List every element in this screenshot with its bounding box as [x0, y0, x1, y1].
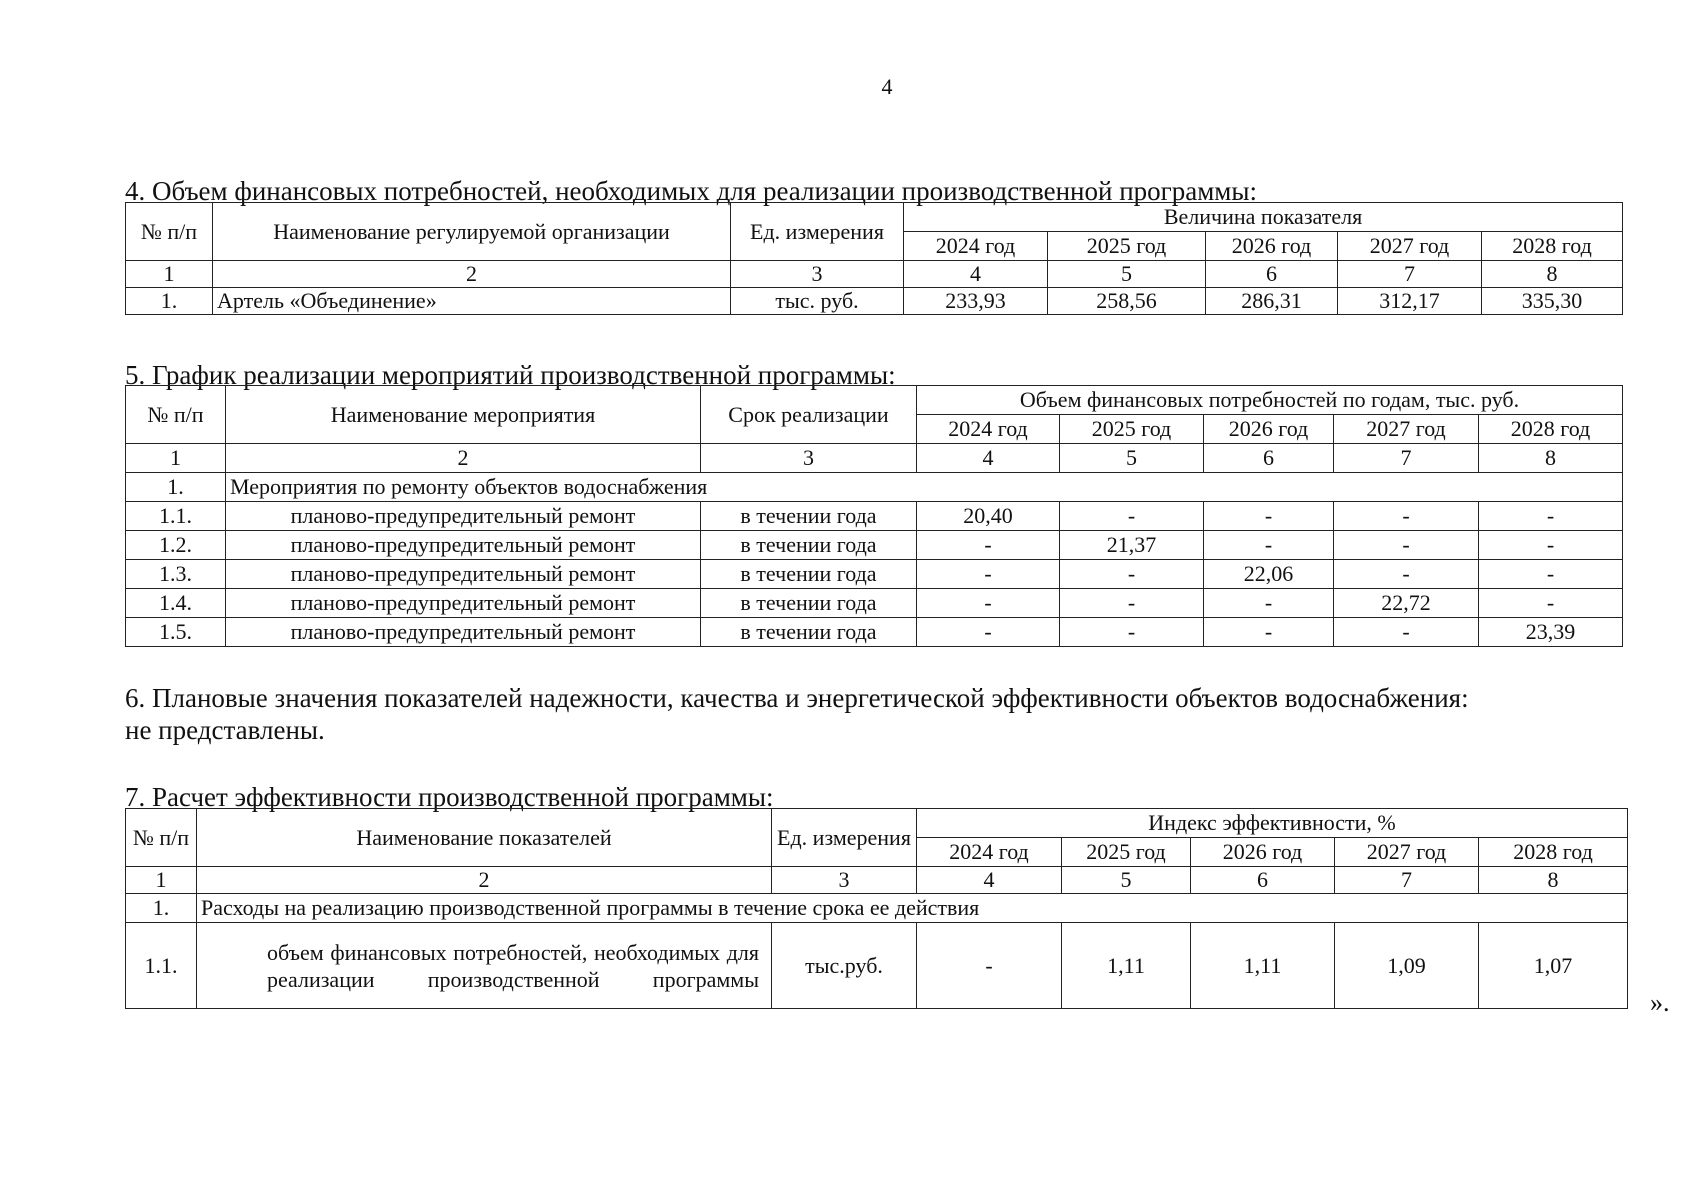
group-row: [126, 473, 1623, 502]
term: в течении года: [701, 502, 917, 531]
row-num: 1.1.: [126, 923, 197, 1009]
column-number: 4: [917, 444, 1060, 473]
header-year: 2027 год: [1338, 232, 1482, 261]
column-number: 4: [917, 867, 1062, 894]
table-row: [126, 531, 1623, 560]
row-num: 1.: [126, 288, 213, 315]
header-year: 2028 год: [1479, 838, 1628, 867]
column-number: 6: [1204, 444, 1334, 473]
header-efficiency-index: Индекс эффективности, %: [917, 809, 1628, 838]
value-cell: 22,72: [1334, 589, 1479, 618]
row-num: 1.4.: [126, 589, 226, 618]
table-row: [126, 502, 1623, 531]
column-number: 2: [197, 867, 772, 894]
header-num: № п/п: [126, 386, 226, 444]
indicator-name: объем финансовых потребностей, необходимых для реализации производственной программы: [197, 923, 772, 1009]
table-row: [126, 589, 1623, 618]
row-num: 1.3.: [126, 560, 226, 589]
value-cell: 1,11: [1191, 923, 1335, 1009]
header-unit: Ед. измерения: [731, 203, 904, 261]
value-cell: -: [1204, 531, 1334, 560]
header-num: № п/п: [126, 203, 213, 261]
value-cell: 1,07: [1479, 923, 1628, 1009]
activity-name: планово-предупредительный ремонт: [226, 618, 701, 647]
value-cell: -: [1479, 502, 1623, 531]
term: в течении года: [701, 618, 917, 647]
value-cell: -: [1334, 502, 1479, 531]
value-cell: -: [1060, 560, 1204, 589]
value-cell: 22,06: [1204, 560, 1334, 589]
schedule-table: [125, 385, 1623, 647]
header-year: 2024 год: [917, 415, 1060, 444]
header-year: 2028 год: [1482, 232, 1623, 261]
value-cell: -: [1479, 560, 1623, 589]
row-num: 1.: [126, 894, 197, 923]
header-year: 2024 год: [917, 838, 1062, 867]
column-number: 1: [126, 261, 213, 288]
term: в течении года: [701, 531, 917, 560]
header-year: 2027 год: [1334, 415, 1479, 444]
header-year: 2028 год: [1479, 415, 1623, 444]
column-number: 6: [1206, 261, 1338, 288]
value-cell: 312,17: [1338, 288, 1482, 315]
column-number: 2: [213, 261, 731, 288]
value-cell: -: [1334, 560, 1479, 589]
value-cell: -: [1060, 589, 1204, 618]
column-number: 7: [1334, 444, 1479, 473]
group-label: Расходы на реализацию производственной программы в течение срока ее действия: [197, 894, 1628, 923]
header-year: 2025 год: [1060, 415, 1204, 444]
value-cell: -: [1204, 618, 1334, 647]
header-indicator-value: Величина показателя: [904, 203, 1623, 232]
group-row: [126, 894, 1628, 923]
section-5-title: 5. График реализации мероприятий производственной программы:: [125, 360, 896, 390]
value-cell: -: [917, 560, 1060, 589]
value-cell: 286,31: [1206, 288, 1338, 315]
page-number: 4: [881, 74, 893, 99]
value-cell: -: [1334, 618, 1479, 647]
value-cell: 23,39: [1479, 618, 1623, 647]
header-year: 2027 год: [1335, 838, 1479, 867]
header-year: 2024 год: [904, 232, 1048, 261]
value-cell: -: [1479, 531, 1623, 560]
header-year: 2026 год: [1206, 232, 1338, 261]
row-num: 1.1.: [126, 502, 226, 531]
value-cell: -: [1479, 589, 1623, 618]
column-number: 2: [226, 444, 701, 473]
table-row: [126, 288, 1623, 315]
value-cell: -: [917, 923, 1062, 1009]
value-cell: -: [1060, 618, 1204, 647]
header-unit: Ед. измерения: [772, 809, 917, 867]
value-cell: 1,11: [1062, 923, 1191, 1009]
value-cell: -: [917, 618, 1060, 647]
activity-name: планово-предупредительный ремонт: [226, 589, 701, 618]
group-label: Мероприятия по ремонту объектов водоснабжения: [226, 473, 1623, 502]
value-cell: 335,30: [1482, 288, 1623, 315]
column-number: 3: [731, 261, 904, 288]
value-cell: 258,56: [1048, 288, 1206, 315]
closing-quote-mark: ».: [1650, 988, 1670, 1017]
column-number: 6: [1191, 867, 1335, 894]
header-indicator-name: Наименование показателей: [197, 809, 772, 867]
section-6-subtitle: не представлены.: [125, 715, 325, 745]
header-year: 2026 год: [1191, 838, 1335, 867]
table-row: [126, 560, 1623, 589]
column-number: 8: [1479, 867, 1628, 894]
value-cell: -: [917, 531, 1060, 560]
column-number: 3: [772, 867, 917, 894]
header-org-name: Наименование регулируемой организации: [213, 203, 731, 261]
activity-name: планово-предупредительный ремонт: [226, 502, 701, 531]
column-number: 8: [1479, 444, 1623, 473]
org-name: Артель «Объединение»: [213, 288, 731, 315]
header-term: Срок реализации: [701, 386, 917, 444]
header-activity-name: Наименование мероприятия: [226, 386, 701, 444]
column-number: 1: [126, 444, 226, 473]
column-number: 1: [126, 867, 197, 894]
section-7-title: 7. Расчет эффективности производственной программы:: [125, 782, 774, 812]
section-4-title: 4. Объем финансовых потребностей, необходимых для реализации производственной программы:: [125, 176, 1258, 206]
value-cell: 1,09: [1335, 923, 1479, 1009]
header-year: 2025 год: [1048, 232, 1206, 261]
value-cell: 20,40: [917, 502, 1060, 531]
column-number: 3: [701, 444, 917, 473]
unit: тыс. руб.: [731, 288, 904, 315]
value-cell: 233,93: [904, 288, 1048, 315]
table-row: [126, 923, 1628, 1009]
activity-name: планово-предупредительный ремонт: [226, 560, 701, 589]
term: в течении года: [701, 589, 917, 618]
column-number: 7: [1338, 261, 1482, 288]
header-financial-needs: Объем финансовых потребностей по годам, тыс. руб.: [917, 386, 1623, 415]
value-cell: 21,37: [1060, 531, 1204, 560]
table-row: [126, 618, 1623, 647]
column-number: 5: [1060, 444, 1204, 473]
header-year: 2025 год: [1062, 838, 1191, 867]
section-6-title: 6. Плановые значения показателей надежности, качества и энергетической эффективности объектов водоснабжения:: [125, 683, 1469, 713]
term: в течении года: [701, 560, 917, 589]
value-cell: -: [917, 589, 1060, 618]
financial-needs-table: [125, 202, 1623, 315]
efficiency-table: [125, 808, 1628, 1009]
column-number: 8: [1482, 261, 1623, 288]
header-num: № п/п: [126, 809, 197, 867]
value-cell: -: [1334, 531, 1479, 560]
header-year: 2026 год: [1204, 415, 1334, 444]
value-cell: -: [1204, 502, 1334, 531]
value-cell: -: [1060, 502, 1204, 531]
column-number: 5: [1048, 261, 1206, 288]
row-num: 1.: [126, 473, 226, 502]
column-number: 4: [904, 261, 1048, 288]
row-num: 1.5.: [126, 618, 226, 647]
column-number: 5: [1062, 867, 1191, 894]
activity-name: планово-предупредительный ремонт: [226, 531, 701, 560]
unit: тыс.руб.: [772, 923, 917, 1009]
column-number: 7: [1335, 867, 1479, 894]
value-cell: -: [1204, 589, 1334, 618]
row-num: 1.2.: [126, 531, 226, 560]
